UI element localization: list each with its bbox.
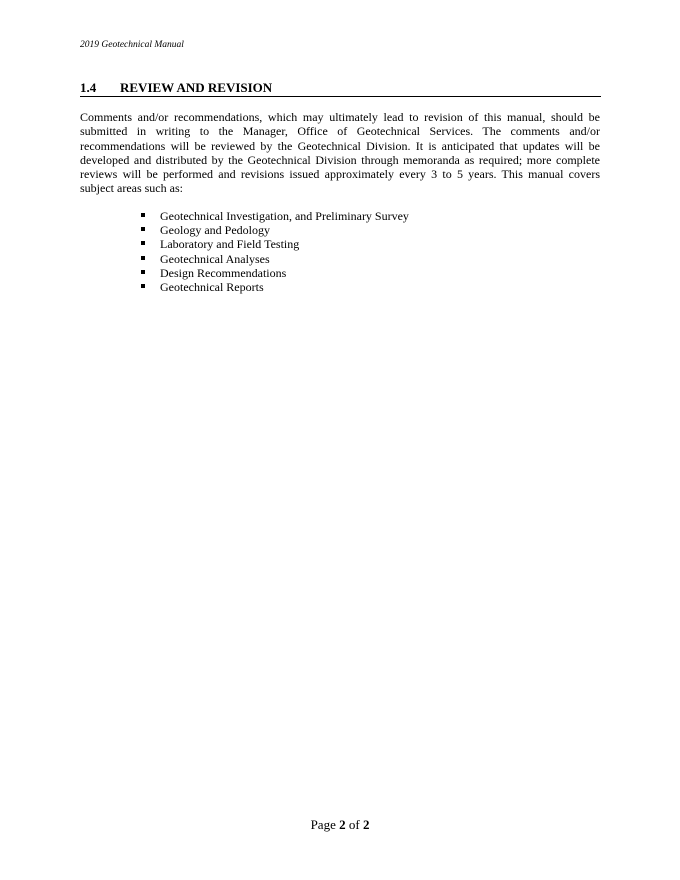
list-item-text: Geotechnical Investigation, and Preliminary Survey xyxy=(160,209,409,223)
list-item xyxy=(140,266,409,280)
list-item-text: Geotechnical Analyses xyxy=(160,251,270,266)
list-item xyxy=(140,223,409,237)
page-footer xyxy=(0,817,680,833)
square-bullet-icon xyxy=(141,213,145,217)
list-item xyxy=(140,280,409,294)
section-paragraph: Comments and/or recommendations, which may ultimately lead to revision of this manual, should be submitted in writing to the Manager, Office of Geotechnical Services. The comments and/or recommendations will be reviewed by the Geotechnical Division. It is anticipated that updates will be developed and distributed by the Geotechnical Division through memoranda as required; more complete reviews will be performed and revisions issued approximately every 3 to 5 years. This manual covers subject areas such as: xyxy=(80,110,600,196)
subject-area-list xyxy=(140,209,409,294)
section-title: REVIEW AND REVISION xyxy=(120,80,273,95)
square-bullet-icon xyxy=(141,256,145,260)
square-bullet-icon xyxy=(141,284,145,288)
square-bullet-icon xyxy=(141,241,145,245)
of-label: of xyxy=(348,817,360,832)
list-item-text: Laboratory and Field Testing xyxy=(160,237,300,252)
section-number: 1.4 xyxy=(80,80,97,95)
current-page-number: 2 xyxy=(339,817,346,832)
page-label: Page xyxy=(310,817,336,832)
list-item xyxy=(140,237,409,251)
running-header: 2019 Geotechnical Manual xyxy=(80,40,184,50)
list-item-text: Geology and Pedology xyxy=(160,223,270,238)
list-item-text: Geotechnical Reports xyxy=(160,280,264,295)
list-item xyxy=(140,209,409,223)
square-bullet-icon xyxy=(141,270,145,274)
list-item-text: Design Recommendations xyxy=(160,265,287,280)
list-item xyxy=(140,252,409,266)
square-bullet-icon xyxy=(141,227,145,231)
section-heading xyxy=(80,80,601,97)
total-page-count: 2 xyxy=(362,817,370,832)
